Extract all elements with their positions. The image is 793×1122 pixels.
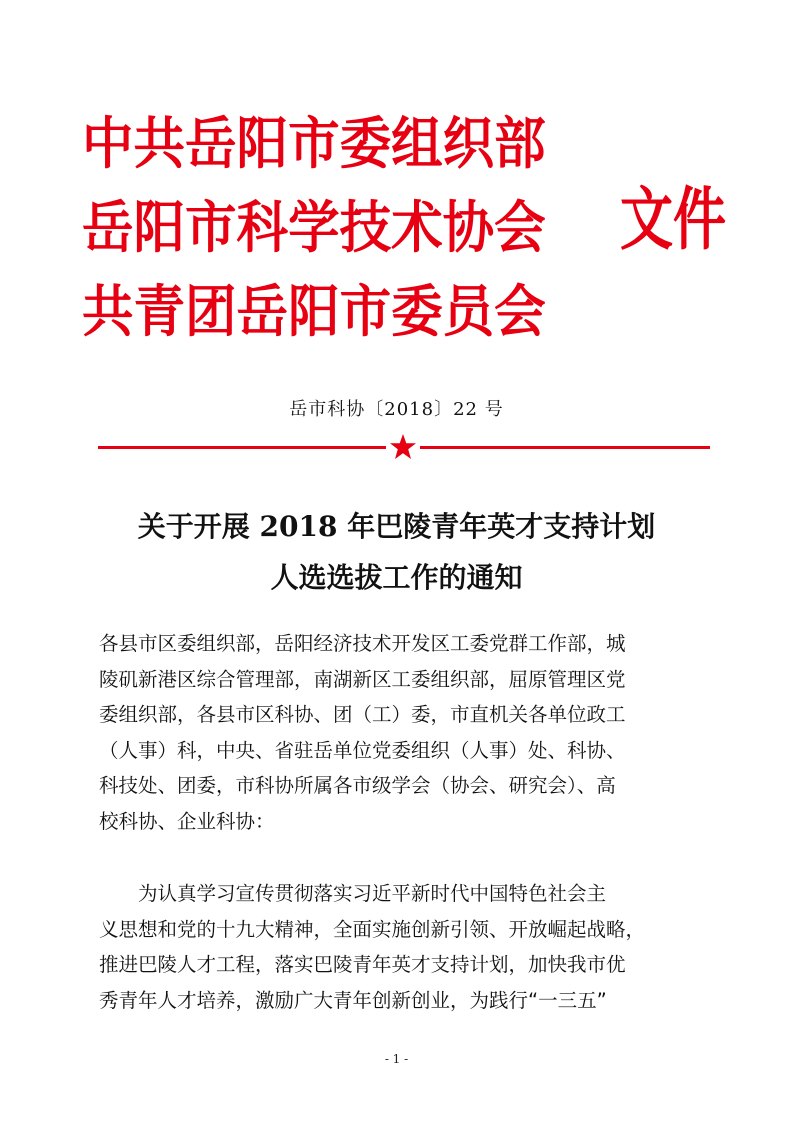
- page-number: - 1 -: [384, 1052, 409, 1066]
- issuer-name: 岳阳市科学技术协会: [82, 195, 546, 261]
- paragraph-line: 推进巴陵人才工程，落实巴陵青年英才支持计划，加快我市优: [99, 953, 626, 977]
- document-number: 岳市科协〔2018〕22 号: [289, 399, 504, 420]
- salutation-line: 科技处、团委，市科协所属各市级学会（协会、研究会）、高: [99, 774, 616, 798]
- paragraph-line: 义思想和党的十九大精神，全面实施创新引领、开放崛起战略，: [99, 917, 646, 941]
- red-divider-left: [98, 446, 386, 449]
- red-divider-right: [420, 446, 710, 449]
- salutation-line: （人事）科，中央、省驻岳单位党委组织（人事）处、科协、: [99, 738, 626, 762]
- salutation: [99, 626, 699, 840]
- paragraph-line: 秀青年人才培养，激励广大青年创新创业，为践行“一三五”: [99, 988, 607, 1012]
- notice-title-line-2: 人选选拔工作的通知: [270, 561, 523, 594]
- salutation-line: 委组织部，各县市区科协、团（工）委，市直机关各单位政工: [99, 703, 626, 727]
- issuer-name: 共青团岳阳市委员会: [82, 279, 546, 345]
- document-word: 文件: [620, 180, 727, 260]
- star-icon: [389, 433, 417, 461]
- issuer-name: 中共岳阳市委组织部: [82, 111, 546, 177]
- salutation-line: 陵矶新港区综合管理部，南湖新区工委组织部，屈原管理区党: [99, 667, 626, 691]
- salutation-line: 各县市区委组织部，岳阳经济技术开发区工委党群工作部，城: [99, 632, 626, 655]
- body-paragraph: [99, 876, 699, 1018]
- notice-title-line-1: 关于开展 2018 年巴陵青年英才支持计划: [137, 510, 656, 543]
- salutation-line: 校科协、企业科协：: [99, 809, 275, 833]
- paragraph-line: 为认真学习宣传贯彻落实习近平新时代中国特色社会主: [138, 882, 607, 905]
- issuer-block: [82, 102, 622, 354]
